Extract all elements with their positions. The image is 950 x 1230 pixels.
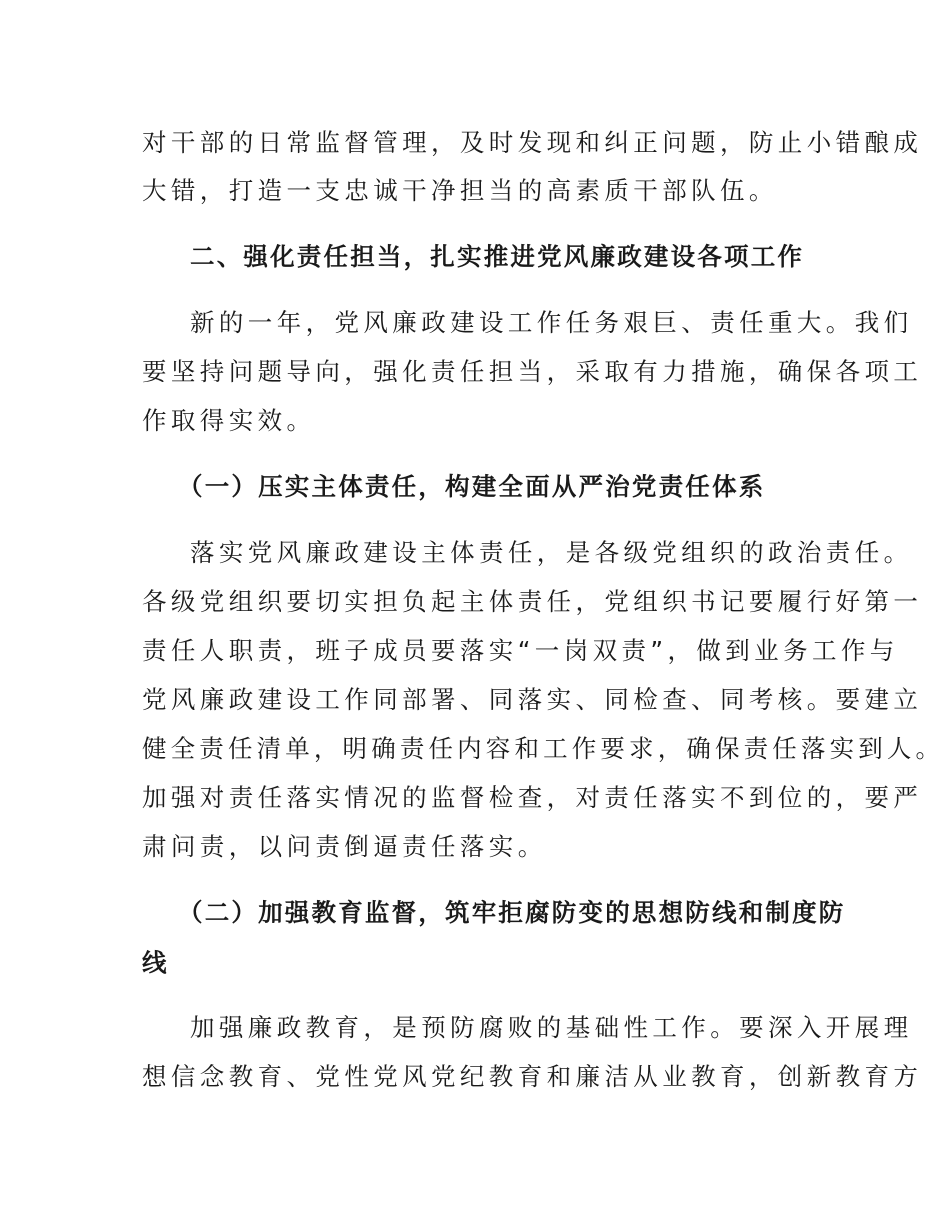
subsection-heading: （二）加强教育监督，筑牢拒腐防变的思想防线和制度防 <box>178 898 846 927</box>
subsection-heading: （一）压实主体责任，构建全面从严治党责任体系 <box>178 472 766 501</box>
paragraph-line: 想信念教育、党性党风党纪教育和廉洁从业教育，创新教育方 <box>142 1062 923 1091</box>
section-heading: 二、强化责任担当，扎实推进党风廉政建设各项工作 <box>190 242 805 271</box>
paragraph-line: 对干部的日常监督管理，及时发现和纠正问题，防止小错酿成 <box>142 128 923 157</box>
paragraph-line: 党风廉政建设工作同部署、同落实、同检查、同考核。要建立 <box>142 685 923 714</box>
paragraph-line: 加强对责任落实情况的监督检查，对责任落实不到位的，要严 <box>142 783 923 812</box>
paragraph-line: 各级党组织要切实担负起主体责任，党组织书记要履行好第一 <box>142 587 923 616</box>
paragraph-line: 作取得实效。 <box>142 406 316 435</box>
paragraph-line: 责任人职责，班子成员要落实“一岗双责”，做到业务工作与 <box>142 636 899 665</box>
subsection-heading-continued: 线 <box>142 948 169 977</box>
paragraph-line: 新的一年，党风廉政建设工作任务艰巨、责任重大。我们 <box>190 308 913 337</box>
paragraph-line: 落实党风廉政建设主体责任，是各级党组织的政治责任。 <box>190 538 913 567</box>
paragraph-line: 肃问责，以问责倒逼责任落实。 <box>142 832 547 861</box>
paragraph-line: 健全责任清单，明确责任内容和工作要求，确保责任落实到人。 <box>142 734 945 763</box>
paragraph-line: 加强廉政教育，是预防腐败的基础性工作。要深入开展理 <box>190 1013 913 1042</box>
paragraph-line: 大错，打造一支忠诚干净担当的高素质干部队伍。 <box>142 176 778 205</box>
paragraph-line: 要坚持问题导向，强化责任担当，采取有力措施，确保各项工 <box>142 357 923 386</box>
